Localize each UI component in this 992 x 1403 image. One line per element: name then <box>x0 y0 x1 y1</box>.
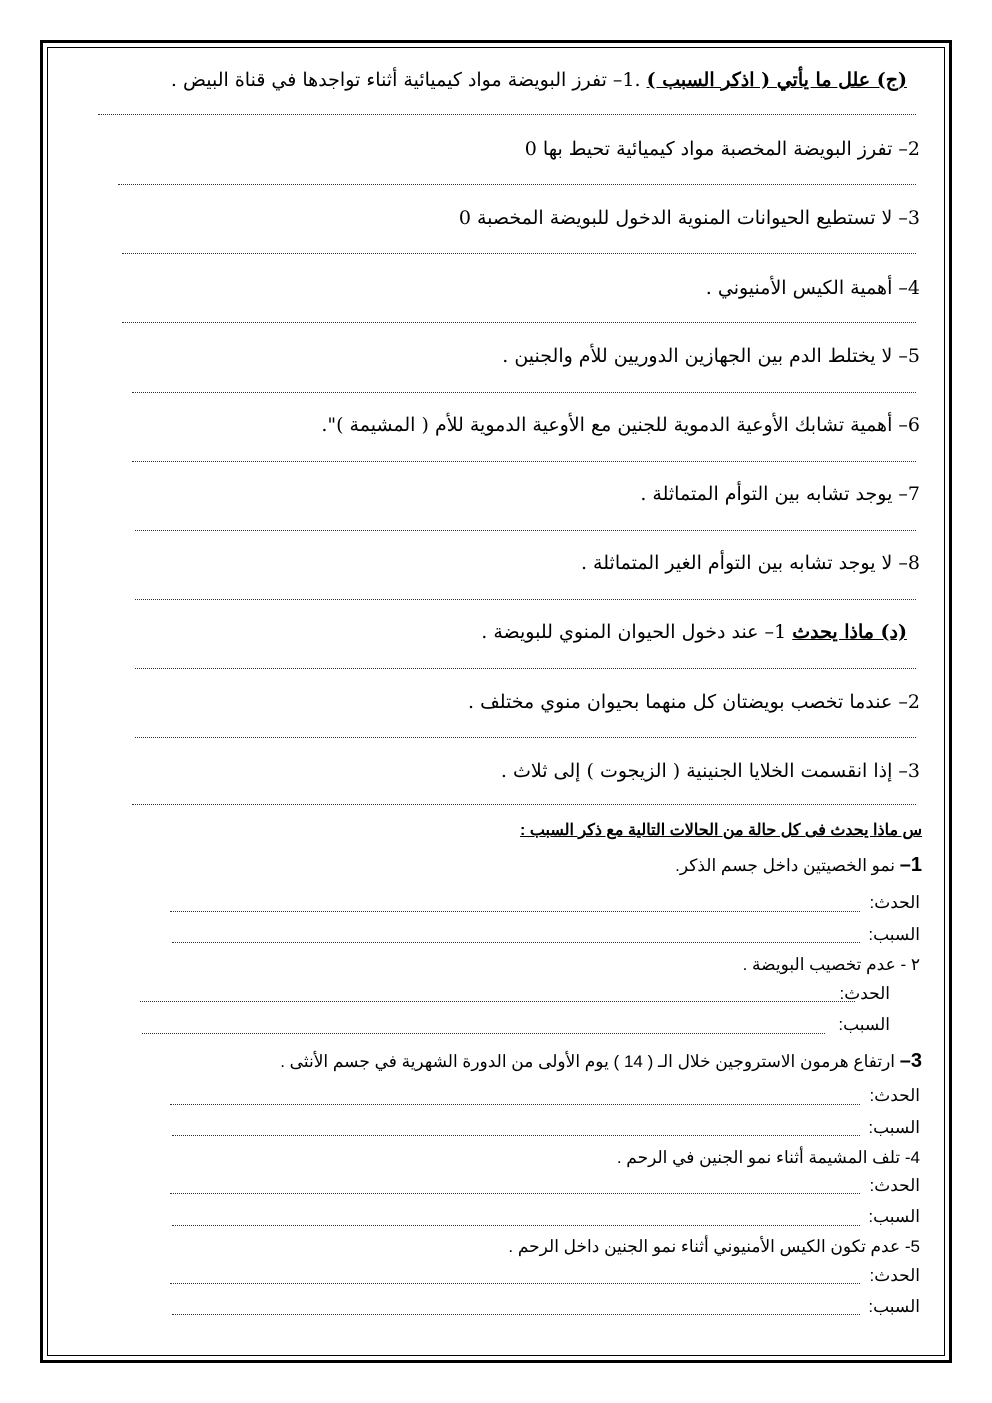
case-1-cause-label: السبب: <box>868 925 920 944</box>
case-1-num: 1– <box>899 854 922 876</box>
section-d-item-1-text: 1– عند دخول الحيوان المنوي للبويضة . <box>481 621 787 643</box>
case-2-text: عدم تخصيب البويضة . <box>742 955 896 974</box>
answer-line <box>135 737 916 738</box>
section-c-item-4: 4– أهمية الكيس الأمنيوني . <box>705 277 920 299</box>
section-d-item-3: 3– إذا انقسمت الخلايا الجنينية ( الزيجوت ) إلى ثلاث . <box>500 760 920 782</box>
case-2 <box>743 955 920 975</box>
case-1-cause-field[interactable] <box>172 942 860 943</box>
case-3-cause-field[interactable] <box>172 1135 860 1136</box>
case-3-text: ارتفاع هرمون الاستروجين خلال الـ ( 14 ) يوم الأولى من الدورة الشهرية في جسم الأنثى . <box>280 1052 896 1071</box>
case-5-num: 5- <box>904 1237 920 1256</box>
case-2-cause-field[interactable] <box>142 1033 825 1034</box>
case-4-event-field[interactable] <box>170 1193 860 1194</box>
section-c-item-3: 3– لا تستطيع الحيوانات المنوية الدخول للبويضة المخصبة 0 <box>458 207 920 229</box>
case-5-text: عدم تكون الكيس الأمنيوني أثناء نمو الجنين داخل الرحم . <box>508 1237 901 1256</box>
case-4-cause-label: السبب: <box>868 1207 920 1226</box>
case-3 <box>280 1050 922 1073</box>
answer-line <box>98 114 916 115</box>
answer-line <box>132 392 916 393</box>
section-c-item-6: 6– أهمية تشابك الأوعية الدموية للجنين مع الأوعية الدموية للأم ( المشيمة )". <box>321 414 920 436</box>
case-4 <box>617 1148 920 1168</box>
answer-line <box>122 322 916 323</box>
case-3-cause-label: السبب: <box>868 1118 920 1137</box>
case-4-text: تلف المشيمة أثناء نمو الجنين في الرحم . <box>616 1148 901 1167</box>
case-5-event-field[interactable] <box>170 1283 860 1284</box>
case-2-cause-label: السبب: <box>838 1015 890 1034</box>
section-c-item-5: 5– لا يختلط الدم بين الجهازين الدوريين للأم والجنين . <box>502 345 920 367</box>
case-5-cause-field[interactable] <box>172 1314 860 1315</box>
answer-line <box>132 461 916 462</box>
case-4-cause-field[interactable] <box>172 1225 860 1226</box>
section-c-item-7: 7– يوجد تشابه بين التوأم المتماثلة . <box>640 483 920 505</box>
section-c-heading: (ج) علل ما يأتي ( اذكر السبب ) <box>646 69 907 91</box>
case-5-event-label: الحدث: <box>869 1266 920 1285</box>
case-3-event-label: الحدث: <box>869 1086 920 1105</box>
case-3-num: 3– <box>899 1050 922 1072</box>
section-q-title: س ماذا يحدث فى كل حالة من الحالات التالية مع ذكر السبب : <box>520 822 922 839</box>
section-d-item-1 <box>481 620 907 644</box>
answer-line <box>132 804 916 805</box>
section-c-item-1 <box>171 68 907 92</box>
section-d-item-2: 2– عندما تخصب بويضتان كل منهما بحيوان منوي مختلف . <box>468 691 920 713</box>
answer-line <box>122 253 916 254</box>
case-1 <box>675 854 922 877</box>
answer-line <box>135 599 916 600</box>
case-1-event-label: الحدث: <box>869 893 920 912</box>
case-1-text: نمو الخصيتين داخل جسم الذكر. <box>675 856 896 875</box>
answer-line <box>135 530 916 531</box>
case-2-event-field[interactable] <box>140 1001 855 1002</box>
section-c-item-2: 2– تفرز البويضة المخصبة مواد كيميائية تحيط بها 0 <box>524 138 920 160</box>
section-c-item-8: 8– لا يوجد تشابه بين التوأم الغير المتماثلة . <box>580 552 920 574</box>
section-c-item-1-text: .1– تفرز البويضة مواد كيميائية أثناء تواجدها في قناة البيض . <box>170 69 641 91</box>
case-5-cause-label: السبب: <box>868 1297 920 1316</box>
case-2-event-label: الحدث: <box>839 984 890 1003</box>
answer-line <box>118 184 916 185</box>
case-4-num: 4- <box>904 1148 920 1167</box>
case-4-event-label: الحدث: <box>869 1176 920 1195</box>
case-3-event-field[interactable] <box>170 1104 860 1105</box>
section-d-heading: (د) ماذا يحدث <box>792 621 907 643</box>
case-2-num: ٢ - <box>900 955 920 974</box>
case-5 <box>508 1237 920 1257</box>
case-1-event-field[interactable] <box>170 911 860 912</box>
answer-line <box>135 668 916 669</box>
